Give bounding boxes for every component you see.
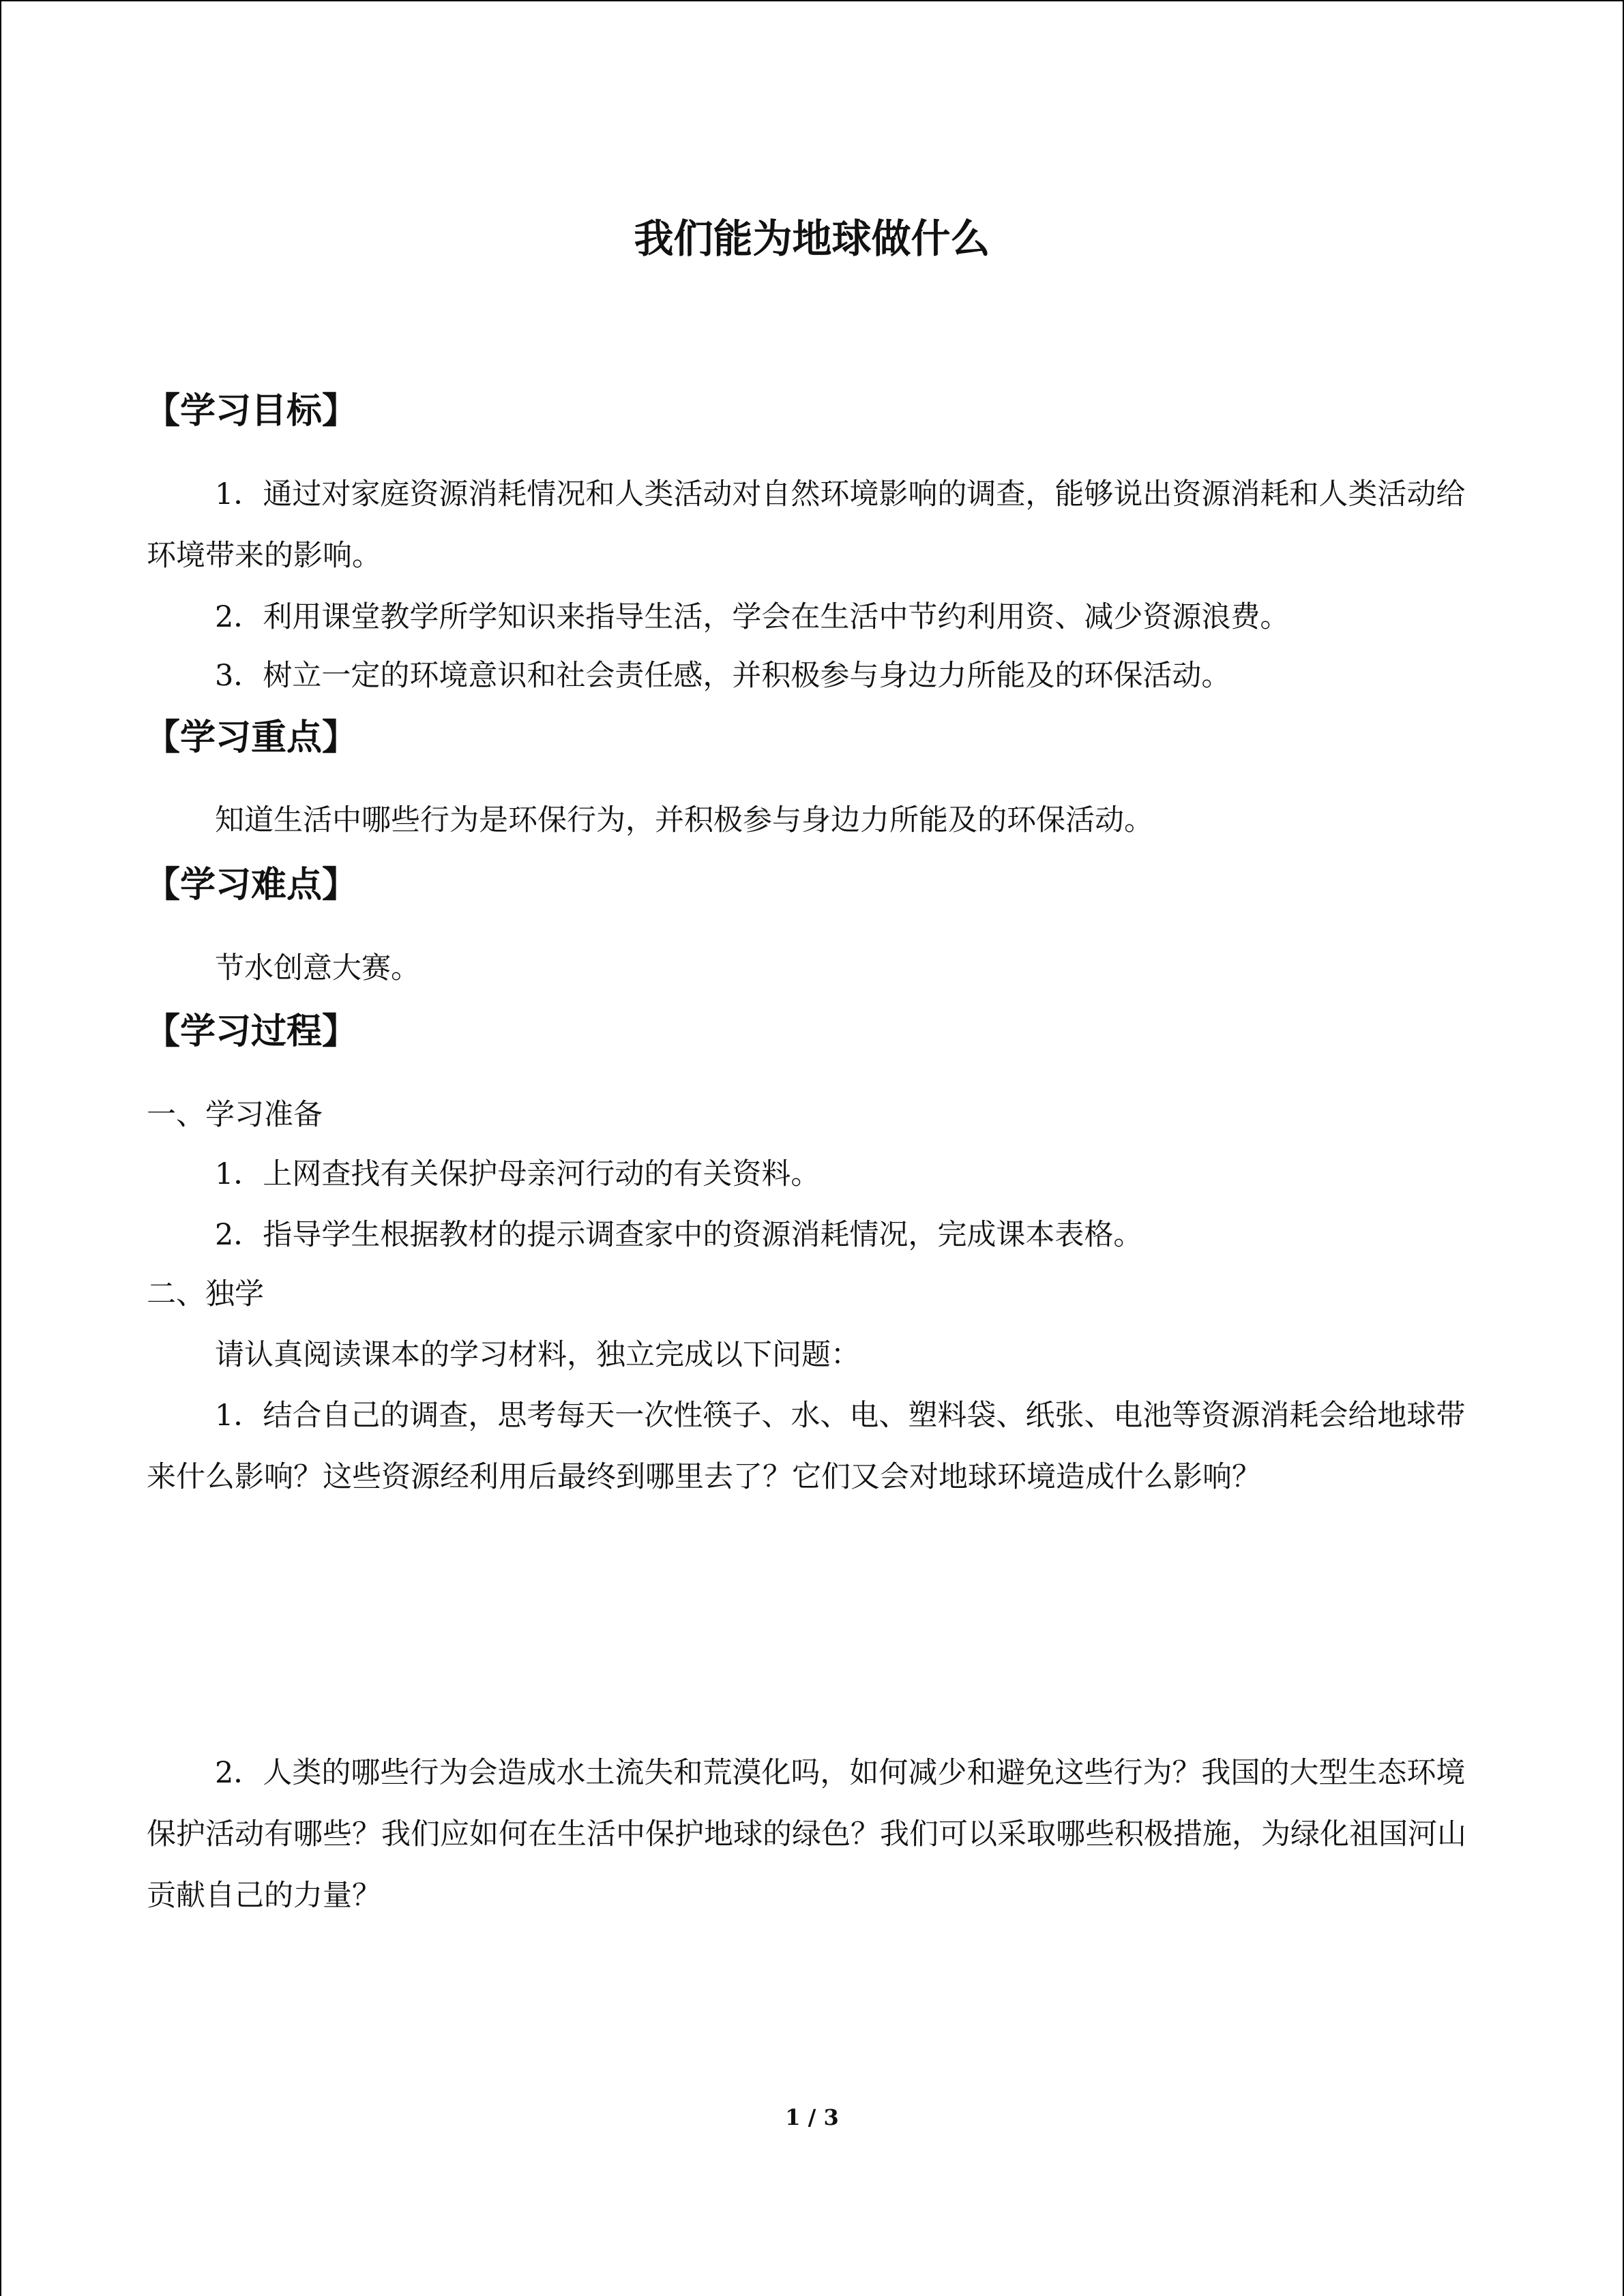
process-question-2: 2．人类的哪些行为会造成水土流失和荒漠化吗，如何减少和避免这些行为？我国的大型生态环境保护活动有哪些？我们应如何在生活中保护地球的绿色？我们可以采取哪些积极措施，为绿化祖国河山贡献自己的力量？ — [147, 1756, 1466, 1913]
goal-item-3: 3．树立一定的环境意识和社会责任感，并积极参与身边力所能及的环保活动。 — [215, 659, 1231, 693]
process-part1-item-1: 1．上网查找有关保护母亲河行动的有关资料。 — [215, 1157, 821, 1191]
heading-difficulties: 【学习难点】 — [145, 865, 358, 906]
process-part1-title: 一、学习准备 — [147, 1098, 323, 1132]
heading-learning-goals: 【学习目标】 — [145, 391, 358, 432]
process-part2-intro: 请认真阅读课本的学习材料，独立完成以下问题： — [215, 1338, 860, 1372]
process-part1-item-2: 2．指导学生根据教材的提示调查家中的资源消耗情况，完成课本表格。 — [215, 1218, 1143, 1252]
document-title: 我们能为地球做什么 — [634, 215, 990, 262]
process-question-1: 1．结合自己的调查，思考每天一次性筷子、水、电、塑料袋、纸张、电池等资源消耗会给地球带来什么影响？这些资源经利用后最终到哪里去了？它们又会对地球环境造成什么影响？ — [147, 1399, 1466, 1494]
heading-key-points: 【学习重点】 — [145, 717, 358, 758]
process-part2-title: 二、独学 — [147, 1277, 264, 1311]
page-number: 1 / 3 — [785, 2104, 839, 2130]
heading-learning-process: 【学习过程】 — [145, 1011, 358, 1052]
page-border-left — [0, 0, 1, 2296]
key-points-text: 知道生活中哪些行为是环保行为，并积极参与身边力所能及的环保活动。 — [215, 803, 1153, 837]
difficulties-text: 节水创意大赛。 — [215, 951, 420, 985]
goal-item-2: 2．利用课堂教学所学知识来指导生活，学会在生活中节约利用资、减少资源浪费。 — [215, 600, 1290, 634]
goal-item-1: 1．通过对家庭资源消耗情况和人类活动对自然环境影响的调查，能够说出资源消耗和人类活动给环境带来的影响。 — [147, 477, 1466, 573]
page-border-top — [0, 0, 1624, 1]
